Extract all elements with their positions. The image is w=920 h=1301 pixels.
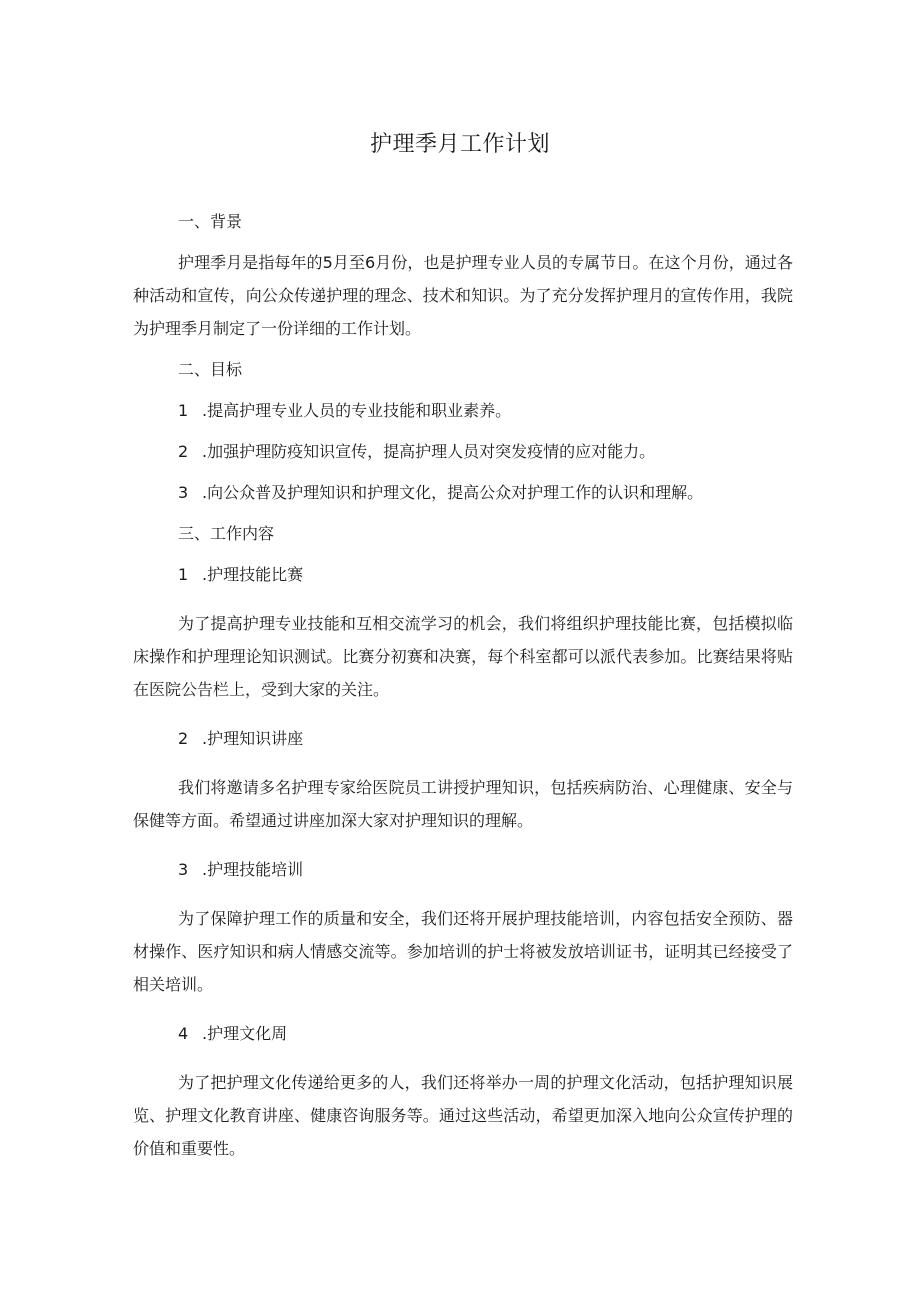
work-item-title <box>133 853 793 886</box>
work-item-number: 2 <box>178 729 189 748</box>
goal-item <box>133 394 793 427</box>
work-item-title <box>133 722 793 755</box>
work-item-paragraph: 为了提高护理专业技能和互相交流学习的机会，我们将组织护理技能比赛，包括模拟临床操作和护理理论知识测试。比赛分初赛和决赛，每个科室都可以派代表参加。比赛结果将贴在医院公告栏上，受到大家的关注。 <box>133 614 793 699</box>
work-item-title-text: .护理文化周 <box>202 1024 288 1043</box>
document-body <box>133 205 793 1173</box>
section-heading-goals: 二、目标 <box>178 360 243 379</box>
goal-item <box>133 476 793 509</box>
goal-item-text: .向公众普及护理知识和护理文化，提高公众对护理工作的认识和理解。 <box>202 483 704 502</box>
goal-item-number: 1 <box>178 401 189 420</box>
goal-item <box>133 435 793 468</box>
goal-item-text: .提高护理专业人员的专业技能和职业素养。 <box>202 401 512 420</box>
work-item-title-text: .护理技能比赛 <box>202 565 304 584</box>
background-paragraph: 护理季月是指每年的5月至6月份，也是护理专业人员的专属节日。在这个月份，通过各种活动和宣传，向公众传递护理的理念、技术和知识。为了充分发挥护理月的宣传作用，我院为护理季月制定了一份详细的工作计划。 <box>133 253 793 338</box>
goal-item-text: .加强护理防疫知识宣传，提高护理人员对突发疫情的应对能力。 <box>202 442 656 461</box>
work-item-number: 3 <box>178 860 189 879</box>
work-item-number: 1 <box>178 565 189 584</box>
work-item-paragraph: 为了保障护理工作的质量和安全，我们还将开展护理技能培训，内容包括安全预防、器材操作、医疗知识和病人情感交流等。参加培训的护士将被发放培训证书，证明其已经接受了相关培训。 <box>133 909 793 994</box>
goal-item-number: 2 <box>178 442 189 461</box>
section-heading-work: 三、工作内容 <box>178 524 275 543</box>
work-item-title-text: .护理技能培训 <box>202 860 304 879</box>
work-item-paragraph: 为了把护理文化传递给更多的人，我们还将举办一周的护理文化活动，包括护理知识展览、护理文化教育讲座、健康咨询服务等。通过这些活动，希望更加深入地向公众宣传护理的价值和重要性。 <box>133 1073 793 1158</box>
goal-item-number: 3 <box>178 483 189 502</box>
document-title: 护理季月工作计划 <box>369 132 550 157</box>
work-item-paragraph: 我们将邀请多名护理专家给医院员工讲授护理知识，包括疾病防治、心理健康、安全与保健等方面。希望通过讲座加深大家对护理知识的理解。 <box>133 778 793 830</box>
section-heading-background: 一、背景 <box>178 212 243 231</box>
work-item-title <box>133 558 793 591</box>
work-item-title-text: .护理知识讲座 <box>202 729 304 748</box>
work-item-number: 4 <box>178 1024 189 1043</box>
work-item-title <box>133 1017 793 1050</box>
